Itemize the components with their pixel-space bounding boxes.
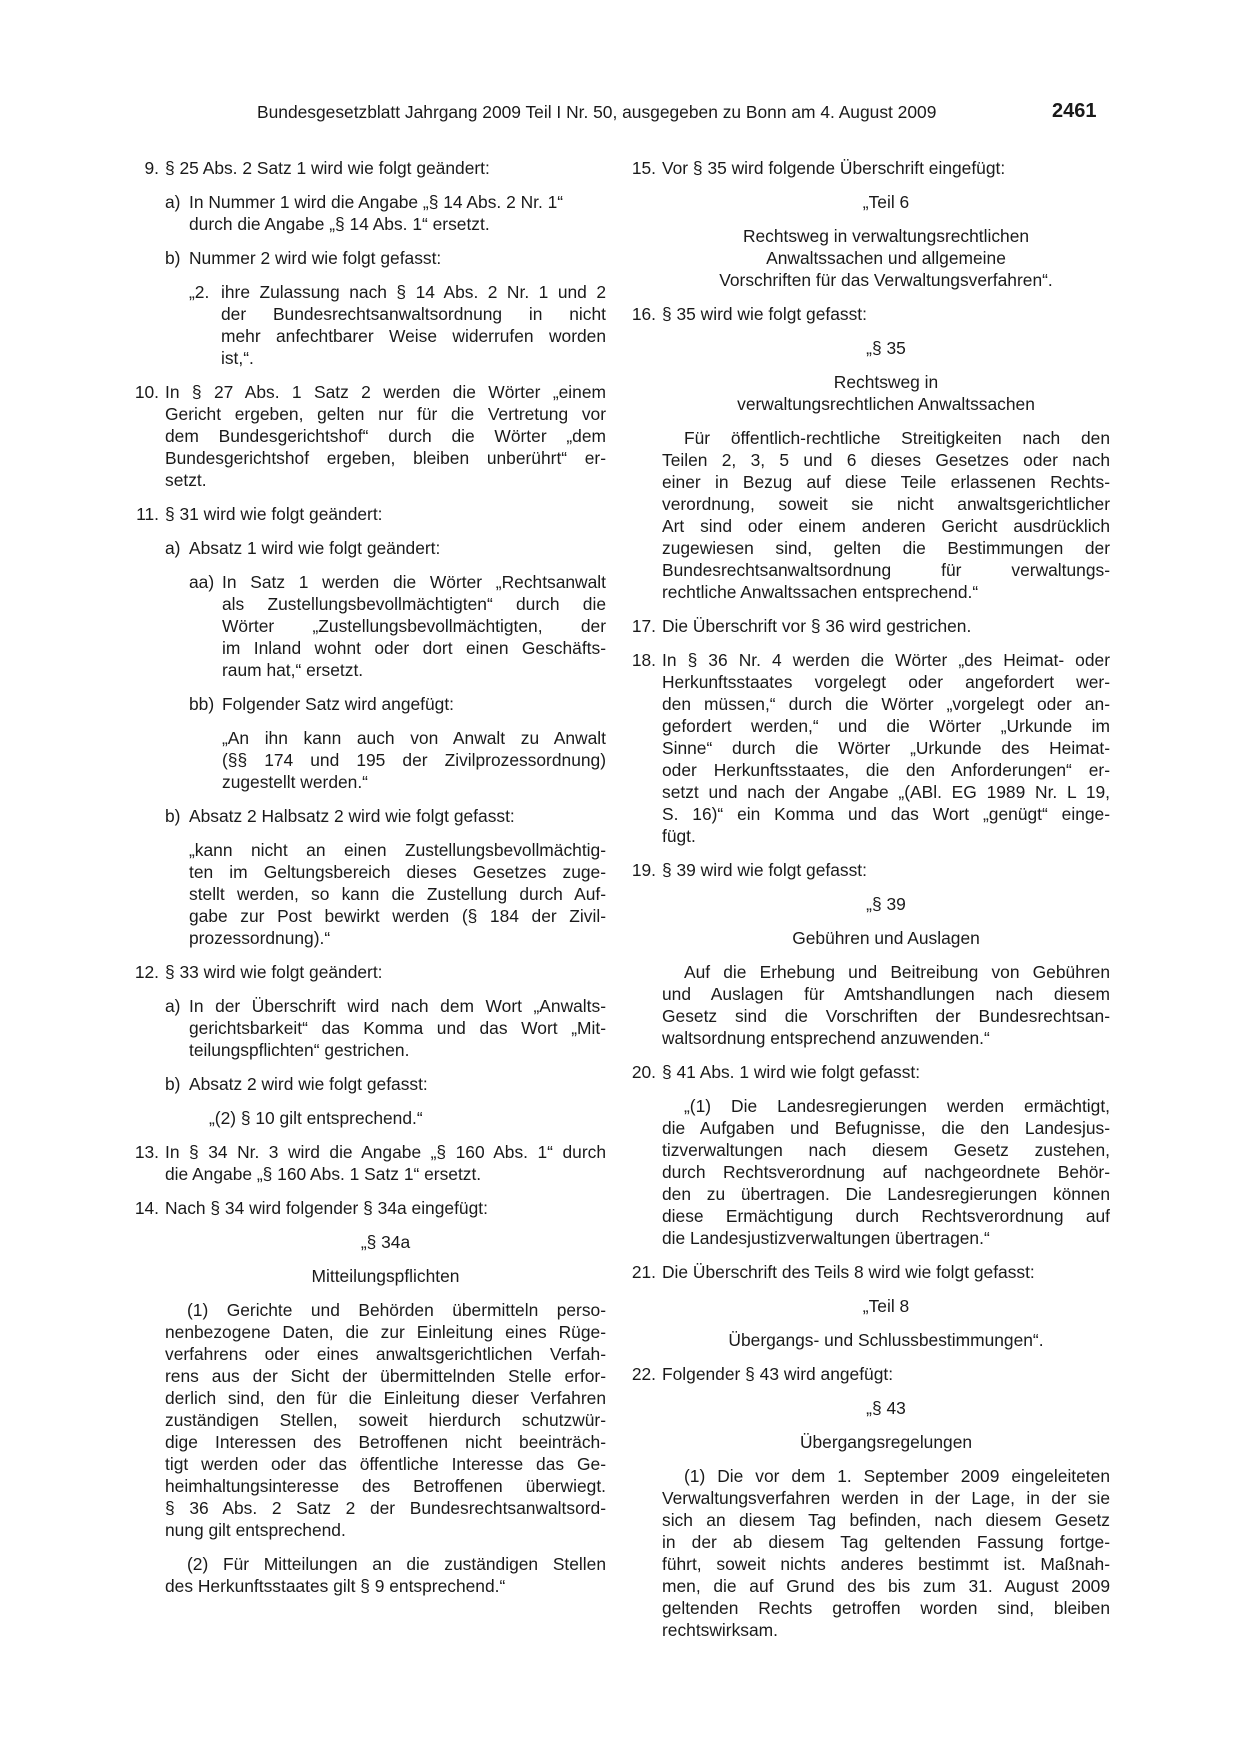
- text-line: rechtliche Anwaltssachen entsprechend.“: [662, 582, 979, 602]
- text-line: Herkunftsstaates vorgelegt oder angefordert wer-: [662, 672, 1110, 692]
- item-15: [630, 157, 1110, 291]
- item-text: § 31 wird wie folgt geändert:: [165, 504, 383, 524]
- text-line: im Inland wohnt oder dort einen Geschäfts-: [222, 638, 606, 658]
- text-line: ist,“.: [221, 348, 254, 368]
- text-line: setzt und nach der Angabe „(ABl. EG 1989 Nr. L 19,: [662, 782, 1110, 802]
- text-line: Gericht ergeben, gelten nur für die Vertretung vor: [165, 404, 606, 424]
- text-line: In § 34 Nr. 3 wird die Angabe „§ 160 Abs. 1“ durch: [165, 1142, 606, 1162]
- text-line: fügt.: [662, 826, 696, 846]
- text-line: In § 27 Abs. 1 Satz 2 werden die Wörter „einem: [165, 382, 606, 402]
- item-number: 17.: [631, 616, 656, 636]
- item-13: [133, 1141, 606, 1185]
- text-line: verordnung, soweit sie nicht anwaltsgerichtlicher: [662, 494, 1110, 514]
- subitem-number: aa): [189, 572, 215, 592]
- text-line: gabe zur Post bewirkt werden (§ 184 der Zivil-: [189, 906, 606, 926]
- item-number: 13.: [134, 1142, 159, 1162]
- page-header: [0, 100, 1241, 130]
- text-line: Vorschriften für das Verwaltungsverfahren“.: [719, 270, 1053, 290]
- text-line: dige Interessen des Betroffenen nicht beeinträch-: [165, 1432, 606, 1452]
- left-column: [133, 157, 606, 1609]
- text-line: derlich sind, den für die Einleitung dieser Verfahren: [165, 1388, 606, 1408]
- text-line: S. 16)“ ein Komma und das Wort „genügt“ einge-: [662, 804, 1110, 824]
- part-heading: [662, 225, 1110, 291]
- item-text: Vor § 35 wird folgende Überschrift eingefügt:: [662, 158, 1006, 178]
- text-line: Anwaltssachen und allgemeine: [766, 248, 1006, 268]
- text-line: führt, soweit nichts anderes bestimmt ist. Maßnah-: [662, 1554, 1110, 1574]
- text-line: Art sind oder einem anderen Gericht ausdrücklich: [662, 516, 1110, 536]
- text-line: (1) Gerichte und Behörden übermitteln perso-: [187, 1300, 606, 1320]
- text-line: den müssen,“ durch die Wörter „vorgelegt oder an-: [662, 694, 1110, 714]
- item-text: § 25 Abs. 2 Satz 1 wird wie folgt geändert:: [165, 158, 490, 178]
- text-line: verwaltungsrechtlichen Anwaltssachen: [737, 394, 1035, 414]
- item-number: 9.: [144, 158, 159, 178]
- item-text: Die Überschrift vor § 36 wird gestrichen.: [662, 616, 972, 636]
- section-paragraph: [662, 1465, 1110, 1641]
- text-line: in der ab diesem Tag geltenden Fassung fortge-: [662, 1532, 1110, 1552]
- text-line: nenbezogene Daten, die zur Einleitung eines Rüge-: [165, 1322, 606, 1342]
- item-16: [630, 303, 1110, 603]
- text-line: diese Ermächtigung durch Rechtsverordnung auf: [662, 1206, 1110, 1226]
- item-text: § 35 wird wie folgt gefasst:: [662, 304, 867, 324]
- text-line: sich an diesem Tag befinden, nach diesem Gesetz: [662, 1510, 1110, 1530]
- text-line: (1) Die vor dem 1. September 2009 eingeleiteten: [684, 1466, 1110, 1486]
- text-line: „kann nicht an einen Zustellungsbevollmächtig-: [189, 840, 606, 860]
- item-text: Folgender § 43 wird angefügt:: [662, 1364, 894, 1384]
- item-text: § 33 wird wie folgt geändert:: [165, 962, 383, 982]
- text-line: mehr anfechtbarer Weise widerrufen worden: [221, 326, 606, 346]
- text-line: Teilen 2, 3, 5 und 6 dieses Gesetzes oder nach: [662, 450, 1110, 470]
- section-paragraph: [662, 427, 1110, 603]
- text-line: § 36 Abs. 2 Satz 2 der Bundesrechtsanwaltsord-: [165, 1498, 606, 1518]
- text-line: Rechtsweg in: [833, 372, 939, 392]
- text-line: In Nummer 1 wird die Angabe „§ 14 Abs. 2 Nr. 1“: [189, 192, 564, 212]
- quoted-amendment: [662, 1095, 1110, 1249]
- subitem-number: a): [165, 538, 181, 558]
- text-line: „(1) Die Landesregierungen werden ermächtigt,: [684, 1096, 1110, 1116]
- item-text: Nach § 34 wird folgender § 34a eingefügt:: [165, 1198, 488, 1218]
- subitem-text: Absatz 2 Halbsatz 2 wird wie folgt gefasst:: [189, 806, 515, 826]
- text-line: als Zustellungsbevollmächtigten“ durch die: [222, 594, 606, 614]
- subitem-bb: [189, 693, 606, 793]
- part-heading: Übergangs- und Schlussbestimmungen“.: [728, 1330, 1044, 1350]
- subitem-number: b): [165, 248, 181, 268]
- subitem-a: [165, 191, 606, 235]
- text-line: Verwaltungsverfahren werden in der Lage, in der sie: [662, 1488, 1110, 1508]
- text-line: Bundesgerichtshof ergeben, bleiben unberührt“ er-: [165, 448, 606, 468]
- text-line: zugestellt werden.“: [222, 772, 368, 792]
- right-column: [630, 157, 1110, 1653]
- item-14: [133, 1197, 606, 1597]
- quote-number: „2.: [189, 282, 210, 302]
- text-line: geltenden Rechts getroffen worden sind, bleiben: [662, 1598, 1110, 1618]
- part-number: „Teil 8: [862, 1296, 910, 1316]
- item-17: [630, 615, 1110, 637]
- text-line: stellt werden, so kann die Zustellung durch Auf-: [189, 884, 606, 904]
- text-line: die Angabe „§ 160 Abs. 1 Satz 1“ ersetzt.: [165, 1164, 482, 1184]
- subitem-number: b): [165, 1074, 181, 1094]
- item-12: [133, 961, 606, 1129]
- text-line: Wörter „Zustellungsbevollmächtigten, der: [222, 616, 606, 636]
- section-number: „§ 35: [866, 338, 906, 358]
- text-line: tizverwaltungen nach diesem Gesetz zustehen,: [662, 1140, 1110, 1160]
- text-line: teilungspflichten“ gestrichen.: [189, 1040, 410, 1060]
- item-20: [630, 1061, 1110, 1249]
- text-line: raum hat,“ ersetzt.: [222, 660, 364, 680]
- text-line: oder Herkunftsstaates, die den Anforderungen“ er-: [662, 760, 1110, 780]
- subitem-b: [165, 1073, 606, 1129]
- item-number: 15.: [631, 158, 656, 178]
- text-line: einer in Bezug auf diese Teile erlassenen Rechts-: [662, 472, 1110, 492]
- text-line: den zu übertragen. Die Landesregierungen können: [662, 1184, 1110, 1204]
- text-line: gerichtsbarkeit“ das Komma und das Wort „Mit-: [189, 1018, 606, 1038]
- item-21: [630, 1261, 1110, 1351]
- item-text: § 39 wird wie folgt gefasst:: [662, 860, 867, 880]
- item-11: [133, 503, 606, 949]
- text-line: durch die Angabe „§ 14 Abs. 1“ ersetzt.: [189, 214, 490, 234]
- text-line: rens aus der Sicht der übermittelnden Stelle erfor-: [165, 1366, 606, 1386]
- text-line: ihre Zulassung nach § 14 Abs. 2 Nr. 1 und 2: [221, 282, 606, 302]
- subitem-b: [165, 247, 606, 269]
- text-line: men, die auf Grund des bis zum 31. August 2009: [662, 1576, 1110, 1596]
- section-heading: [662, 371, 1110, 415]
- text-line: heimhaltungsinteresse des Betroffenen überwiegt.: [165, 1476, 606, 1496]
- subitem-number: bb): [189, 694, 215, 714]
- text-line: (§§ 174 und 195 der Zivilprozessordnung): [222, 750, 606, 770]
- quoted-amendment: „(2) § 10 gilt entsprechend.“: [209, 1108, 423, 1128]
- item-number: 19.: [631, 860, 656, 880]
- text-line: Gesetz sind die Vorschriften der Bundesrechtsan-: [662, 1006, 1110, 1026]
- item-19: [630, 859, 1110, 1049]
- text-line: nung gilt entsprechend.: [165, 1520, 346, 1540]
- item-number: 22.: [631, 1364, 656, 1384]
- subitem-a: [165, 537, 606, 793]
- subitem-a: [165, 995, 606, 1061]
- section-number: „§ 39: [866, 894, 906, 914]
- item-number: 20.: [631, 1062, 656, 1082]
- item-10: [133, 381, 606, 491]
- text-line: Für öffentlich-rechtliche Streitigkeiten nach den: [684, 428, 1110, 448]
- paragraph-2: [165, 1553, 606, 1597]
- section-paragraph: [662, 961, 1110, 1049]
- subitem-text: Absatz 2 wird wie folgt gefasst:: [189, 1074, 428, 1094]
- section-heading: Mitteilungspflichten: [311, 1266, 460, 1286]
- item-text: Die Überschrift des Teils 8 wird wie folgt gefasst:: [662, 1262, 1035, 1282]
- subitem-text: Absatz 1 wird wie folgt geändert:: [189, 538, 441, 558]
- text-line: Bundesrechtsanwaltsordnung für verwaltungs-: [662, 560, 1110, 580]
- item-number: 16.: [631, 304, 656, 324]
- section-heading: Übergangsregelungen: [799, 1432, 973, 1452]
- text-line: der Bundesrechtsanwaltsordnung in nicht: [221, 304, 606, 324]
- subitem-number: b): [165, 806, 181, 826]
- item-number: 14.: [134, 1198, 159, 1218]
- header-title: Bundesgesetzblatt Jahrgang 2009 Teil I Nr. 50, ausgegeben zu Bonn am 4. August 2009: [257, 102, 937, 122]
- text-line: tigt werden oder das öffentliche Interesse das Ge-: [165, 1454, 606, 1474]
- text-line: Sinne“ durch die Wörter „Urkunde des Heimat-: [662, 738, 1110, 758]
- text-line: waltsordnung entsprechend anzuwenden.“: [662, 1028, 990, 1048]
- subitem-aa: [189, 571, 606, 681]
- text-line: zugewiesen sind, gelten die Bestimmungen der: [662, 538, 1110, 558]
- item-18: [630, 649, 1110, 847]
- subitem-text: Nummer 2 wird wie folgt gefasst:: [189, 248, 442, 268]
- text-line: In der Überschrift wird nach dem Wort „Anwalts-: [189, 996, 606, 1016]
- section-heading: Gebühren und Auslagen: [792, 928, 980, 948]
- section-number: „§ 43: [866, 1398, 906, 1418]
- text-line: zuständigen Stellen, soweit hierdurch schutzwür-: [165, 1410, 606, 1430]
- quoted-amendment: [165, 281, 606, 369]
- text-line: gefordert werden,“ und die Wörter „Urkunde im: [662, 716, 1110, 736]
- text-line: In § 36 Nr. 4 werden die Wörter „des Heimat- oder: [662, 650, 1110, 670]
- text-line: die Aufgaben und Befugnisse, die den Landesjus-: [662, 1118, 1110, 1138]
- text-line: die Landesjustizverwaltungen übertragen.“: [662, 1228, 990, 1248]
- subitem-text: Folgender Satz wird angefügt:: [222, 694, 455, 714]
- text-line: und Auslagen für Amtshandlungen nach diesem: [662, 984, 1110, 1004]
- paragraph-1: [165, 1299, 606, 1541]
- text-line: durch Rechtsverordnung auf nachgeordnete Behör-: [662, 1162, 1110, 1182]
- item-number: 10.: [134, 382, 159, 402]
- item-number: 21.: [631, 1262, 656, 1282]
- text-line: Auf die Erhebung und Beitreibung von Gebühren: [684, 962, 1110, 982]
- text-line: (2) Für Mitteilungen an die zuständigen Stellen: [187, 1554, 606, 1574]
- item-number: 18.: [631, 650, 656, 670]
- item-number: 11.: [136, 504, 159, 524]
- text-line: „An ihn kann auch von Anwalt zu Anwalt: [222, 728, 606, 748]
- text-line: In Satz 1 werden die Wörter „Rechtsanwalt: [222, 572, 606, 592]
- subitem-number: a): [165, 996, 181, 1016]
- subitem-b: [165, 805, 606, 949]
- text-line: rechtswirksam.: [662, 1620, 778, 1640]
- item-9: [133, 157, 606, 369]
- item-22: [630, 1363, 1110, 1641]
- text-line: des Herkunftsstaates gilt § 9 entsprechend.“: [165, 1576, 506, 1596]
- subitem-number: a): [165, 192, 181, 212]
- item-number: 12.: [134, 962, 159, 982]
- text-line: dem Bundesgerichtshof“ durch die Wörter „dem: [165, 426, 606, 446]
- part-number: „Teil 6: [862, 192, 910, 212]
- text-line: setzt.: [165, 470, 207, 490]
- page-number: 2461: [1052, 100, 1097, 122]
- text-line: verfahrens oder eines anwaltsgerichtlichen Verfah-: [165, 1344, 606, 1364]
- section-number: „§ 34a: [360, 1232, 411, 1252]
- item-text: § 41 Abs. 1 wird wie folgt gefasst:: [662, 1062, 921, 1082]
- text-line: Rechtsweg in verwaltungsrechtlichen: [742, 226, 1030, 246]
- text-line: prozessordnung).“: [189, 928, 331, 948]
- text-line: ten im Geltungsbereich dieses Gesetzes zuge-: [189, 862, 606, 882]
